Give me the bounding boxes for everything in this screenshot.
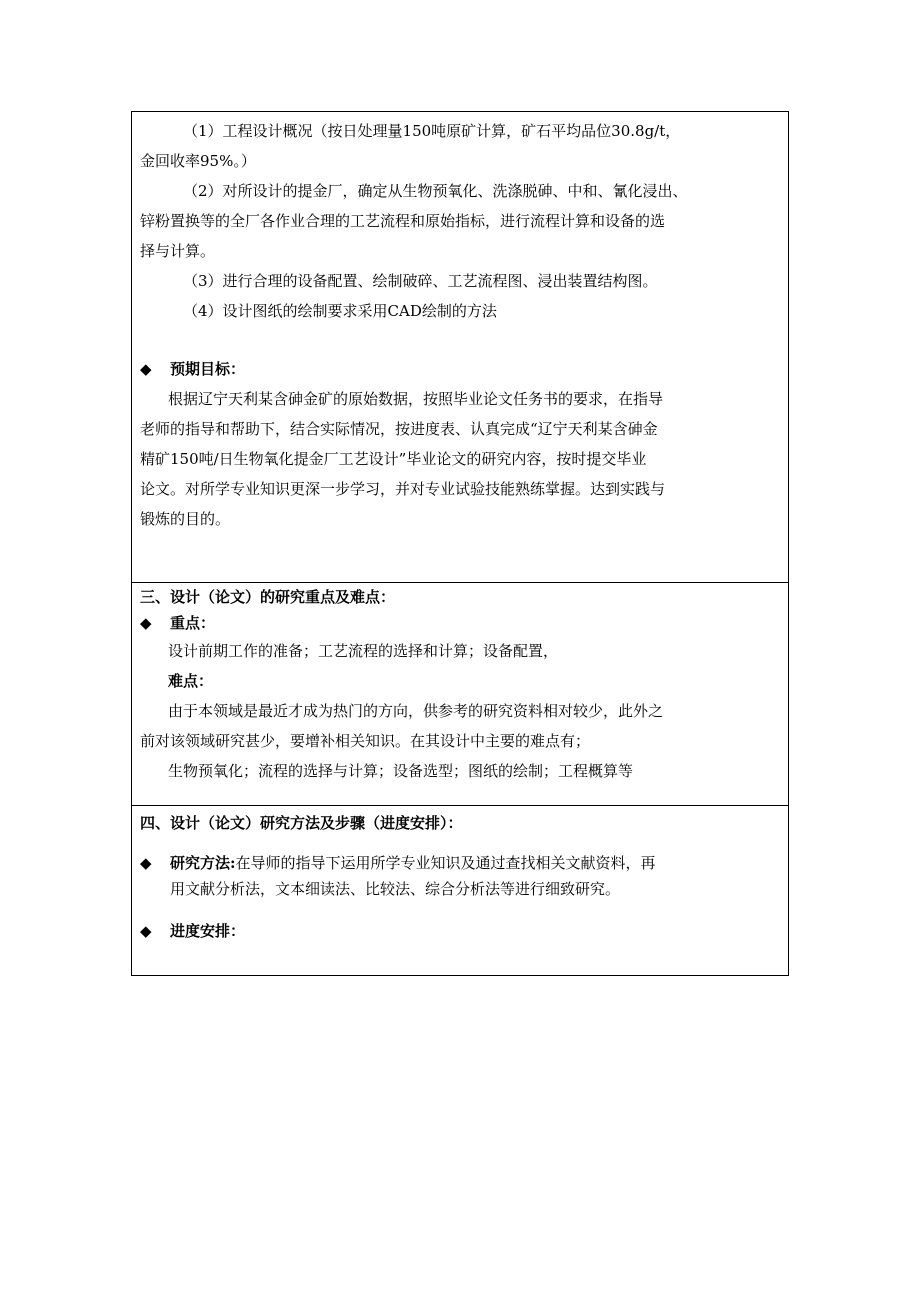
schedule-title: 进度安排：: [170, 922, 246, 940]
diamond-bullet-icon: ◆: [140, 360, 152, 378]
diamond-bullet-icon: ◆: [140, 614, 152, 632]
content-item-2-end: 择与计算。: [140, 242, 216, 260]
key-point-text: 设计前期工作的准备；工艺流程的选择和计算；设备配置，: [168, 642, 559, 660]
difficulty-title: 难点：: [168, 672, 214, 690]
form-table: [131, 111, 789, 976]
research-method-row: [140, 850, 780, 902]
research-method-block: [170, 850, 656, 902]
key-point-title: 重点：: [170, 614, 216, 632]
research-method-text-cont: 用文献分析法，文本细读法、比较法、综合分析法等进行细致研究。: [170, 880, 621, 898]
expected-goal-title: 预期目标：: [170, 360, 246, 378]
method-steps-section: [132, 806, 788, 975]
section-four-heading: 四、设计（论文）研究方法及步骤（进度安排）：: [140, 814, 463, 832]
content-item-2: （2）对所设计的提金厂，确定从生物预氧化、洗涤脱砷、中和、氰化浸出、: [183, 182, 688, 200]
diamond-bullet-icon: ◆: [140, 854, 152, 872]
content-item-2-cont: 锌粉置换等的全厂各作业合理的工艺流程和原始指标，进行流程计算和设备的选: [140, 212, 666, 230]
content-item-3: （3）进行合理的设备配置、绘制破碎、工艺流程图、浸出装置结构图。: [183, 272, 658, 290]
content-item-4: （4）设计图纸的绘制要求采用CAD绘制的方法: [183, 302, 497, 320]
research-method-title: 研究方法:: [170, 854, 236, 872]
difficulty-line-3: 生物预氧化；流程的选择与计算；设备选型；图纸的绘制；工程概算等: [168, 762, 634, 780]
difficulty-line-1: 由于本领域是最近才成为热门的方向，供参考的研究资料相对较少，此外之: [168, 702, 664, 720]
content-item-1-cont: 金回收率95%。）: [140, 152, 256, 170]
goal-line-1: 根据辽宁天利某含砷金矿的原始数据，按照毕业论文任务书的要求，在指导: [168, 390, 664, 408]
goal-line-2: 老师的指导和帮助下，结合实际情况，按进度表、认真完成“辽宁天利某含砷金: [140, 420, 658, 438]
diamond-bullet-icon: ◆: [140, 922, 152, 940]
design-content-section: [132, 112, 788, 583]
key-point-heading: [140, 610, 780, 636]
section-three-heading: 三、设计（论文）的研究重点及难点：: [140, 588, 396, 606]
difficulty-line-2: 前对该领域研究甚少，要增补相关知识。在其设计中主要的难点有；: [140, 732, 591, 750]
research-method-text: 在导师的指导下运用所学专业知识及通过查找相关文献资料，再: [235, 854, 656, 872]
key-difficulty-section: [132, 583, 788, 806]
goal-line-5: 锻炼的目的。: [140, 510, 231, 528]
goal-line-4: 论文。对所学专业知识更深一步学习，并对专业试验技能熟练掌握。达到实践与: [140, 480, 666, 498]
expected-goal-heading: [140, 354, 780, 384]
content-item-1: （1）工程设计概况（按日处理量150吨原矿计算，矿石平均品位30.8g/t，: [183, 122, 681, 140]
schedule-heading: [140, 916, 780, 946]
goal-line-3: 精矿150吨/日生物氧化提金厂工艺设计”毕业论文的研究内容，按时提交毕业: [140, 450, 647, 468]
